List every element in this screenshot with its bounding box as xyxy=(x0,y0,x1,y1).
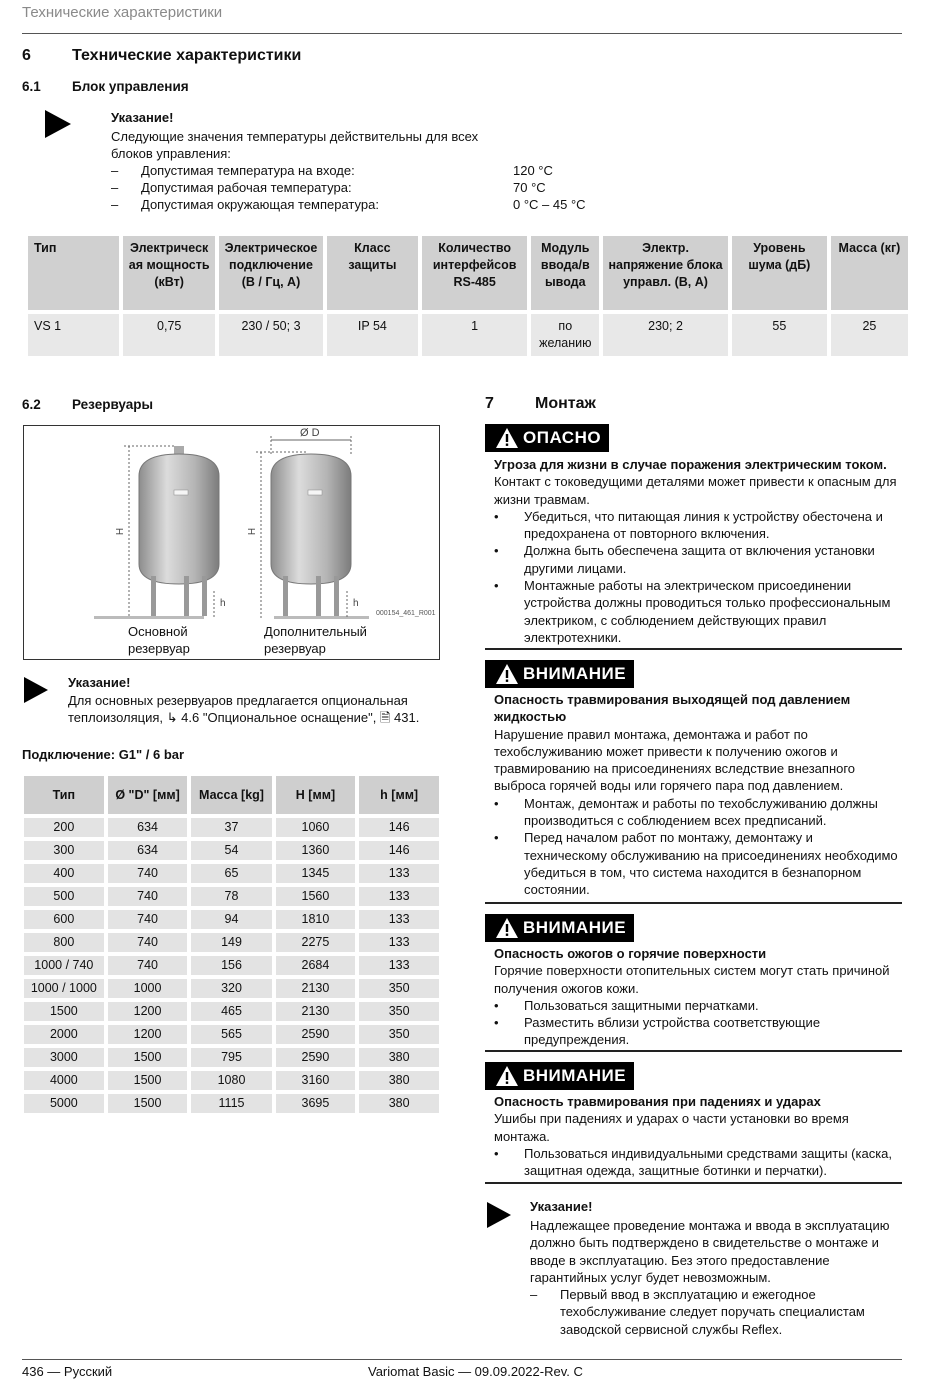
subsection-title: Блок управления xyxy=(72,79,189,94)
note-item-label: Допустимая температура на входе: xyxy=(141,163,355,178)
table-cell: 65 xyxy=(191,864,271,883)
note-item-label: Допустимая рабочая температура: xyxy=(141,180,352,195)
table-row xyxy=(28,314,908,356)
note-item-value: 120 °C xyxy=(513,163,553,178)
table-cell: 800 xyxy=(24,933,104,952)
table-cell: 230 / 50; 3 xyxy=(219,314,323,356)
note-item: – xyxy=(111,163,119,178)
table-header: Электрическ ая мощность (кВт) xyxy=(123,236,215,310)
table-cell: 1060 xyxy=(276,818,356,837)
tank-table xyxy=(20,772,443,1117)
table-cell: 350 xyxy=(359,1025,439,1044)
table-row xyxy=(24,1071,439,1090)
table-cell: 740 xyxy=(108,956,188,975)
badge-label: ОПАСНО xyxy=(523,428,602,447)
section-title: Монтаж xyxy=(535,395,596,412)
note-text: Для основных резервуаров предлагается опциональная теплоизоляция, ↳ 4.6 "Опциональное оснащение", 🗎 431. xyxy=(68,693,420,725)
figure-caption-main: Основной резервуар xyxy=(128,624,190,656)
warning-title: Угроза для жизни в случае поражения электрическим током. xyxy=(494,457,887,472)
table-cell: 1200 xyxy=(108,1002,188,1021)
section-number: 6 xyxy=(22,47,31,64)
table-cell: 133 xyxy=(359,887,439,906)
warning-title: Опасность травмирования выходящей под давлением жидкостью xyxy=(494,692,851,725)
table-header: Электрическое подключение (В / Гц, А) xyxy=(219,236,323,310)
note-text: Следующие значения температуры действительны для всех блоков управления: xyxy=(111,129,479,161)
table-cell: 1345 xyxy=(276,864,356,883)
table-cell: 740 xyxy=(108,910,188,929)
table-header: Модуль ввода/в ывода xyxy=(531,236,599,310)
dimension-label: H xyxy=(115,527,127,536)
danger-badge xyxy=(485,424,609,452)
figure-caption-extra: Дополнительный резервуар xyxy=(264,624,367,656)
badge-label: ВНИМАНИЕ xyxy=(523,1066,627,1085)
table-cell: 1000 xyxy=(108,979,188,998)
table-row xyxy=(24,864,439,883)
note-item: – xyxy=(111,180,119,195)
table-cell: 465 xyxy=(191,1002,271,1021)
table-row xyxy=(24,887,439,906)
table-cell: 54 xyxy=(191,841,271,860)
table-cell: 146 xyxy=(359,841,439,860)
table-cell: 2590 xyxy=(276,1025,356,1044)
table-cell: 740 xyxy=(108,933,188,952)
table-cell: 133 xyxy=(359,864,439,883)
connection-label: Подключение: G1" / 6 bar xyxy=(22,747,185,762)
table-cell: 1500 xyxy=(24,1002,104,1021)
table-row xyxy=(24,1094,439,1113)
warning-triangle-icon xyxy=(495,1065,519,1087)
section-divider xyxy=(485,1050,902,1052)
danger-section xyxy=(494,456,899,646)
table-cell: 2130 xyxy=(276,1002,356,1021)
list-item: – Первый ввод в эксплуатацию и ежегодное техобслуживание следует поручать специалистам заводской сервисной службы Reflex. xyxy=(530,1286,898,1338)
table-cell: 2684 xyxy=(276,956,356,975)
table-header: Масса (кг) xyxy=(831,236,908,310)
subsection-number: 6.1 xyxy=(22,79,41,94)
warning-text: Ушибы при падениях и ударах о части установки во время монтажа. xyxy=(494,1111,849,1144)
table-cell: 3000 xyxy=(24,1048,104,1067)
table-cell: 2275 xyxy=(276,933,356,952)
table-cell: 1500 xyxy=(108,1071,188,1090)
caution-badge xyxy=(485,660,634,688)
caution-section xyxy=(494,691,899,899)
note-item: – xyxy=(111,197,119,212)
table-cell: 634 xyxy=(108,841,188,860)
dimension-label: Ø D xyxy=(300,427,320,439)
table-row xyxy=(24,933,439,952)
table-row xyxy=(24,818,439,837)
table-cell: 1500 xyxy=(108,1048,188,1067)
table-header: Класс защиты xyxy=(327,236,418,310)
dimension-label: h xyxy=(353,598,359,609)
note-body xyxy=(530,1217,898,1338)
subsection-number: 6.2 xyxy=(22,397,41,412)
table-cell: 400 xyxy=(24,864,104,883)
table-cell: 4000 xyxy=(24,1071,104,1090)
warning-triangle-icon xyxy=(495,917,519,939)
table-cell: 149 xyxy=(191,933,271,952)
section-title: Технические характеристики xyxy=(72,47,302,64)
table-cell: 1360 xyxy=(276,841,356,860)
table-cell: 2590 xyxy=(276,1048,356,1067)
warning-text: Горячие поверхности отопительных систем могут стать причиной получения ожогов кожи. xyxy=(494,963,890,996)
table-header: Электр. напряжение блока управл. (В, А) xyxy=(603,236,728,310)
figure-code: 000154_461_R001 xyxy=(376,610,436,617)
table-cell: 300 xyxy=(24,841,104,860)
table-header: h [мм] xyxy=(359,776,439,814)
table-cell: 156 xyxy=(191,956,271,975)
table-cell: 55 xyxy=(732,314,827,356)
table-cell: 1810 xyxy=(276,910,356,929)
table-header: Тип xyxy=(28,236,119,310)
table-header: Масса [kg] xyxy=(191,776,271,814)
table-cell: 795 xyxy=(191,1048,271,1067)
list-item: • Пользоваться индивидуальными средствами защиты (каска, защитная одежда, защитные ботинки и перчатки). xyxy=(494,1145,899,1180)
table-row xyxy=(24,841,439,860)
note-title: Указание! xyxy=(111,110,174,125)
table-cell: 380 xyxy=(359,1094,439,1113)
note-arrow-icon xyxy=(24,677,48,703)
section-divider xyxy=(485,648,902,650)
table-cell: 25 xyxy=(831,314,908,356)
table-row xyxy=(24,979,439,998)
caution-section xyxy=(494,1093,899,1179)
note-text: Надлежащее проведение монтажа и ввода в эксплуатацию должно быть подтверждено в свидетельстве о монтаже и вводе в эксплуатацию. Без этого предоставление гарантийных услуг будет невозможным. xyxy=(530,1218,890,1285)
note-title: Указание! xyxy=(530,1199,593,1214)
badge-label: ВНИМАНИЕ xyxy=(523,918,627,937)
note-item-value: 0 °C – 45 °C xyxy=(513,197,586,212)
table-cell: IP 54 xyxy=(327,314,418,356)
note-title: Указание! xyxy=(68,675,131,690)
table-cell: 350 xyxy=(359,979,439,998)
table-cell: 1080 xyxy=(191,1071,271,1090)
list-item: • Монтажные работы на электрическом присоединении устройства должны проводиться только профессиональным электриком, с соблюдением действующих правил электротехники. xyxy=(494,577,899,646)
table-cell: 320 xyxy=(191,979,271,998)
footer-document: Variomat Basic — 09.09.2022-Rev. C xyxy=(368,1364,583,1379)
table-header: Количество интерфейсов RS-485 xyxy=(422,236,528,310)
table-cell: 380 xyxy=(359,1071,439,1090)
header-rule xyxy=(22,33,902,34)
dimension-label: h xyxy=(220,598,226,609)
caution-badge xyxy=(485,914,634,942)
table-row xyxy=(24,1048,439,1067)
table-row xyxy=(24,910,439,929)
table-cell: 600 xyxy=(24,910,104,929)
table-cell: 0,75 xyxy=(123,314,215,356)
table-cell: 133 xyxy=(359,910,439,929)
list-item: • Должна быть обеспечена защита от включения установки другими лицами. xyxy=(494,542,899,577)
warning-text: Нарушение правил монтажа, демонтажа и работ по техобслуживанию может привести к получению ожогов и травмированию на присоединениях вследствие внезапного выброса горячей воды или горячего пара под давлением. xyxy=(494,726,856,794)
table-cell: VS 1 xyxy=(28,314,119,356)
table-cell: 740 xyxy=(108,864,188,883)
caution-badge xyxy=(485,1062,634,1090)
table-cell: 94 xyxy=(191,910,271,929)
table-cell: 1115 xyxy=(191,1094,271,1113)
table-cell: 1560 xyxy=(276,887,356,906)
section-divider xyxy=(485,1182,902,1184)
footer-page: 436 — Русский xyxy=(22,1364,113,1379)
table-cell: 230; 2 xyxy=(603,314,728,356)
list-item: • Монтаж, демонтаж и работы по техобслуживанию должны производиться с соблюдением всех предписаний. xyxy=(494,795,899,830)
section-number: 7 xyxy=(485,395,494,412)
table-cell: 78 xyxy=(191,887,271,906)
subsection-title: Резервуары xyxy=(72,397,154,412)
note-arrow-icon xyxy=(45,110,71,138)
note-arrow-icon xyxy=(487,1202,511,1228)
table-cell: 634 xyxy=(108,818,188,837)
running-header: Технические характеристики xyxy=(22,4,223,21)
table-header: H [мм] xyxy=(276,776,356,814)
caution-section xyxy=(494,945,899,1049)
badge-label: ВНИМАНИЕ xyxy=(523,664,627,683)
table-cell: 2130 xyxy=(276,979,356,998)
table-cell: 380 xyxy=(359,1048,439,1067)
table-cell: 146 xyxy=(359,818,439,837)
table-row xyxy=(24,1002,439,1021)
list-item: • Разместить вблизи устройства соответствующие предупреждения. xyxy=(494,1014,899,1049)
table-cell: 1200 xyxy=(108,1025,188,1044)
table-cell: 500 xyxy=(24,887,104,906)
list-item: • Перед началом работ по монтажу, демонтажу и техническому обслуживанию на присоединениях необходимо убедиться в том, что система находится в безнапорном состоянии. xyxy=(494,829,899,898)
table-cell: 133 xyxy=(359,933,439,952)
tank-figure xyxy=(23,425,440,660)
table-cell: 1000 / 740 xyxy=(24,956,104,975)
table-cell: 740 xyxy=(108,887,188,906)
table-cell: 350 xyxy=(359,1002,439,1021)
note-item-label: Допустимая окружающая температура: xyxy=(141,197,379,212)
warning-triangle-icon xyxy=(495,663,519,685)
table-header: Тип xyxy=(24,776,104,814)
table-cell: 5000 xyxy=(24,1094,104,1113)
list-item: • Убедиться, что питающая линия к устройству обесточена и предохранена от повторного включения. xyxy=(494,508,899,543)
table-cell: 1500 xyxy=(108,1094,188,1113)
table-cell: 37 xyxy=(191,818,271,837)
footer-rule xyxy=(22,1359,902,1360)
dimension-label: H xyxy=(247,527,259,536)
table-row xyxy=(24,1025,439,1044)
warning-text: Контакт с токоведущими деталями может привести к опасным для жизни травмам. xyxy=(494,474,897,507)
table-cell: 1 xyxy=(422,314,528,356)
table-cell: 3695 xyxy=(276,1094,356,1113)
table-cell: по желанию xyxy=(531,314,599,356)
table-header: Ø "D" [мм] xyxy=(108,776,188,814)
warning-title: Опасность ожогов о горячие поверхности xyxy=(494,946,767,961)
section-divider xyxy=(485,902,902,904)
warning-title: Опасность травмирования при падениях и ударах xyxy=(494,1094,821,1109)
warning-triangle-icon xyxy=(495,427,519,449)
table-cell: 2000 xyxy=(24,1025,104,1044)
table-cell: 200 xyxy=(24,818,104,837)
list-item: • Пользоваться защитными перчатками. xyxy=(494,997,899,1014)
table-cell: 565 xyxy=(191,1025,271,1044)
control-unit-spec-table xyxy=(24,232,912,360)
table-row xyxy=(24,956,439,975)
table-cell: 1000 / 1000 xyxy=(24,979,104,998)
table-cell: 133 xyxy=(359,956,439,975)
note-item-value: 70 °C xyxy=(513,180,546,195)
table-cell: 3160 xyxy=(276,1071,356,1090)
table-header: Уровень шума (дБ) xyxy=(732,236,827,310)
